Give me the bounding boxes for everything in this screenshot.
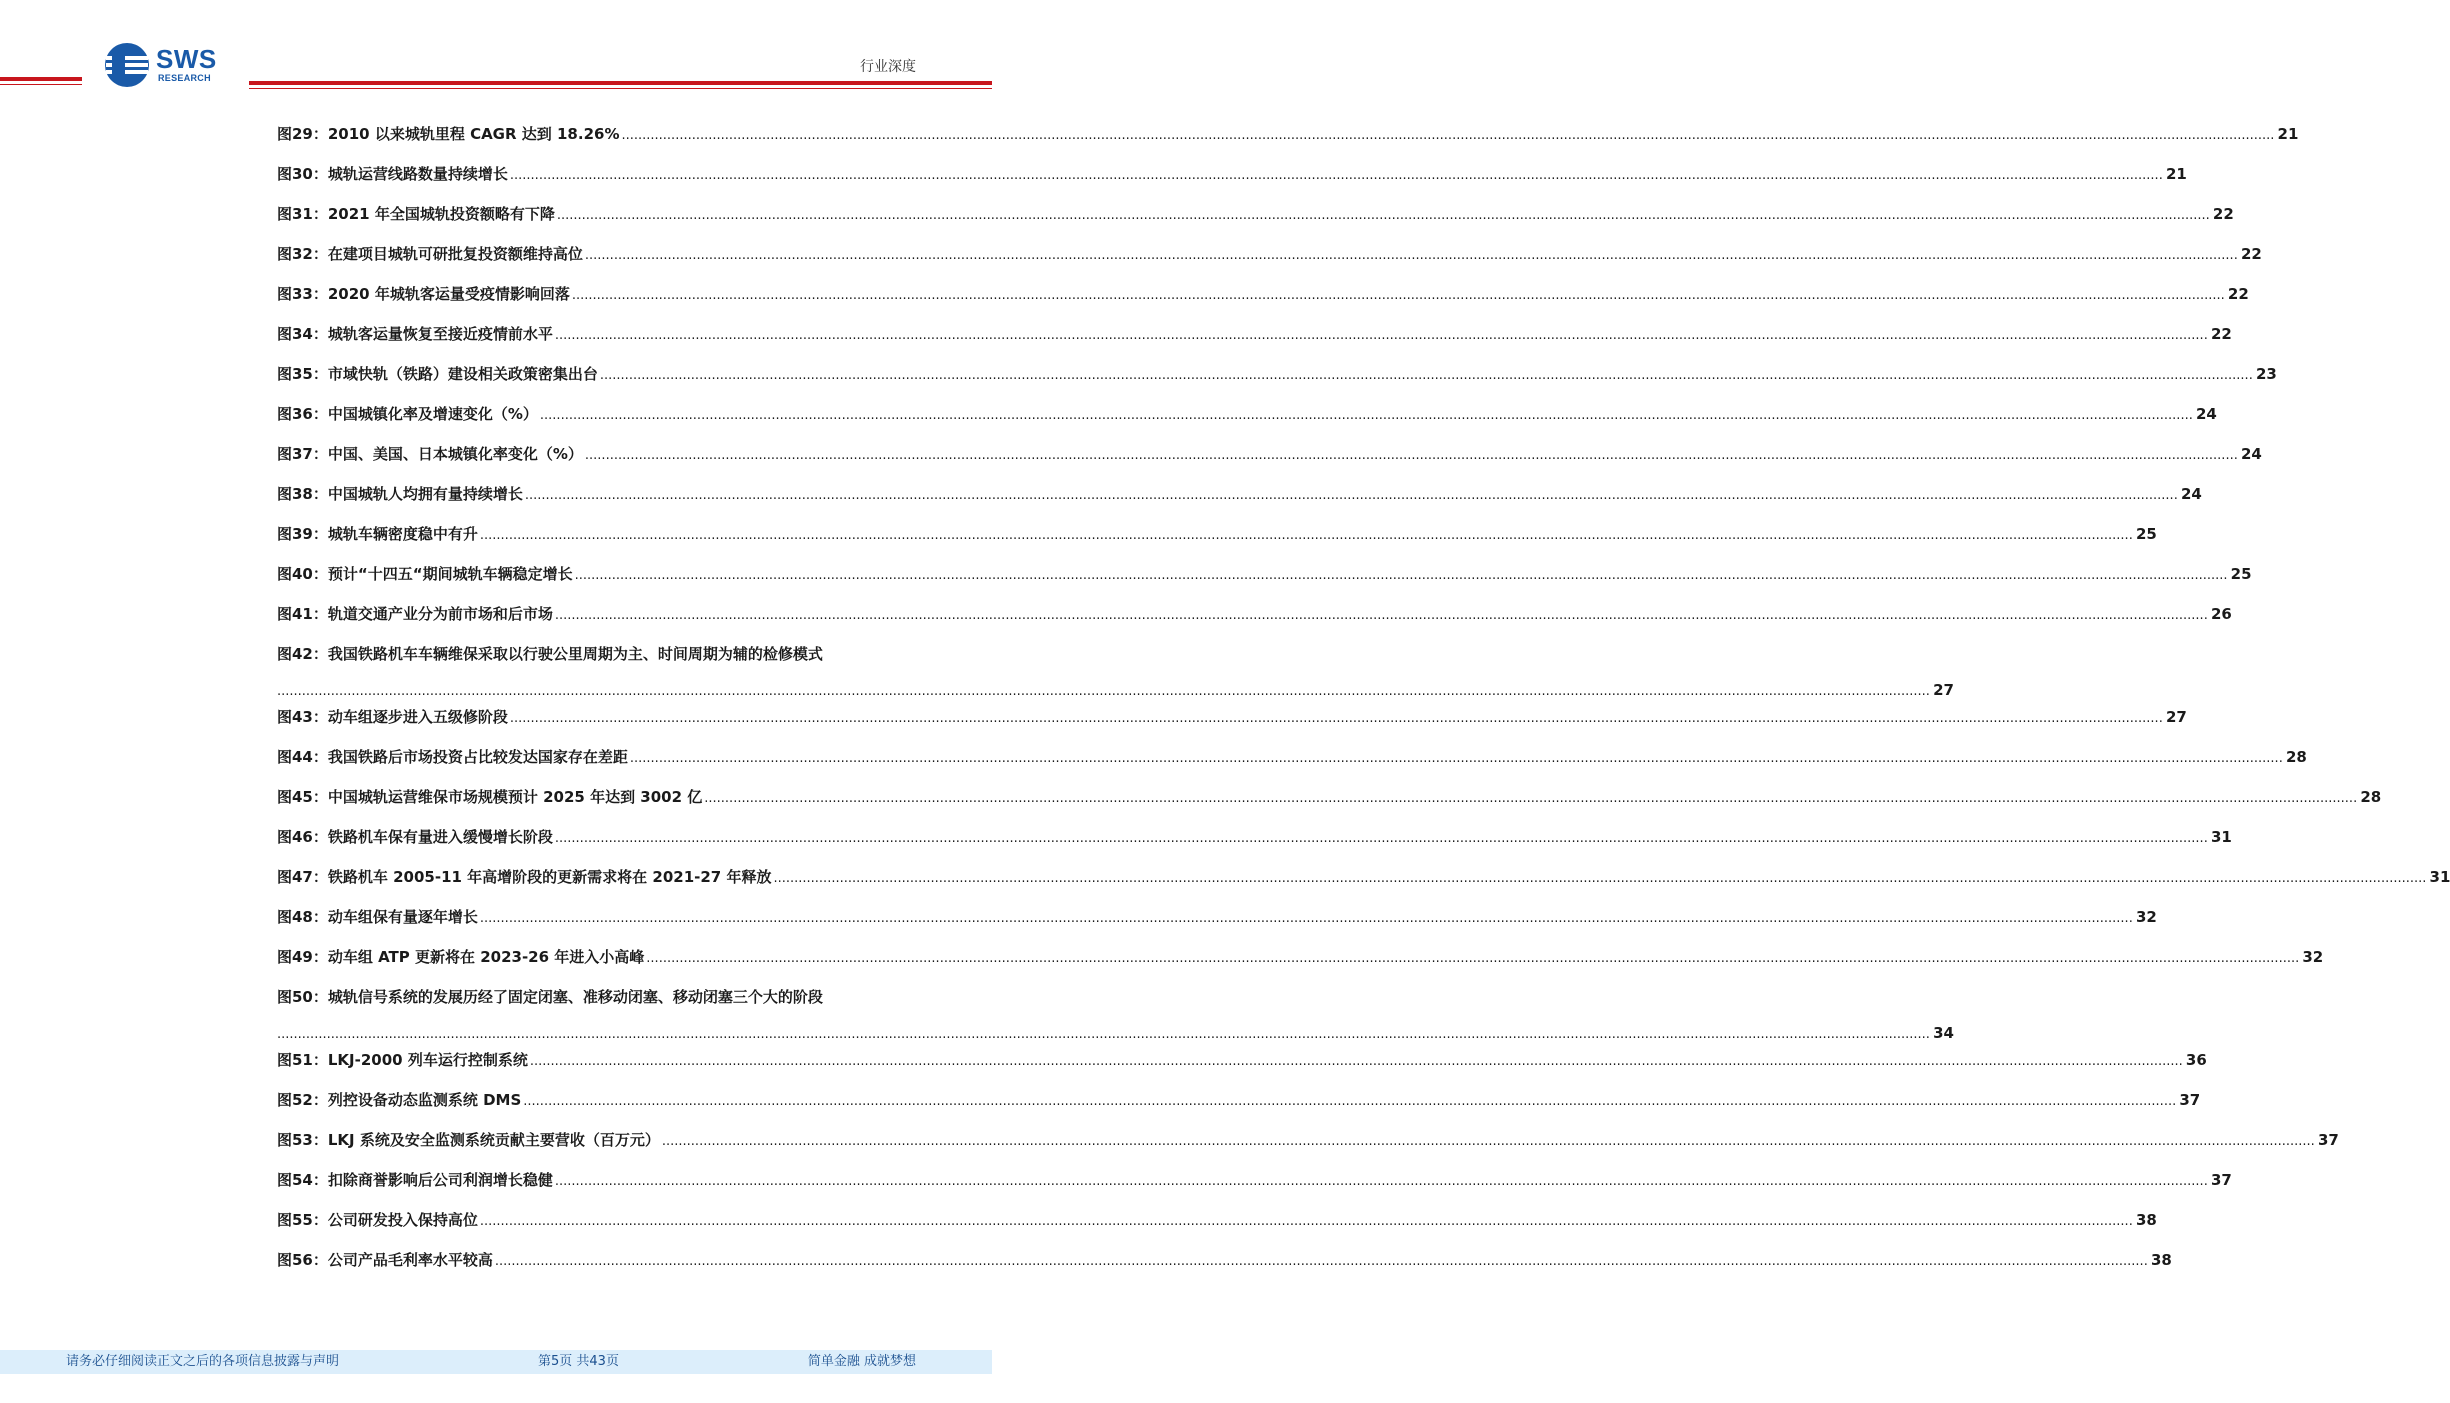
toc-entry-page: 27 [2165,708,2187,726]
toc-leader-dots: ................................................................................................................................................................................................................................................................................................................................................................................................................ [277,684,1930,699]
toc-entry[interactable] [277,747,2307,767]
toc-leader-dots: ................................................................................................................................................................................................................................................................................................................................................................................................................ [523,1094,2177,1109]
sws-logo [104,42,234,88]
toc-entry-page: 24 [2240,445,2262,463]
toc-entry[interactable] [277,1050,2207,1070]
toc-entry[interactable] [277,787,2382,807]
header-rule-left [0,77,82,81]
toc-leader-dots: ................................................................................................................................................................................................................................................................................................................................................................................................................ [584,248,2238,263]
toc-leader-dots: ................................................................................................................................................................................................................................................................................................................................................................................................................ [773,871,2427,886]
toc-entry-label: 图39：城轨车辆密度稳中有升 [277,525,478,543]
toc-entry-label: 图31：2021 年全国城轨投资额略有下降 [277,205,555,223]
toc-leader-dots: ................................................................................................................................................................................................................................................................................................................................................................................................................ [509,168,2163,183]
toc-entry[interactable] [277,644,1954,700]
toc-entry[interactable] [277,1090,2201,1110]
toc-leader-dots: ................................................................................................................................................................................................................................................................................................................................................................................................................ [554,608,2208,623]
toc-leader-dots: ................................................................................................................................................................................................................................................................................................................................................................................................................ [629,751,2283,766]
toc-leader-dots: ................................................................................................................................................................................................................................................................................................................................................................................................................ [554,831,2208,846]
toc-leader-dots: ................................................................................................................................................................................................................................................................................................................................................................................................................ [661,1134,2315,1149]
toc-entry[interactable] [277,1170,2232,1190]
toc-leader-dots: ................................................................................................................................................................................................................................................................................................................................................................................................................ [574,568,2228,583]
toc-entry[interactable] [277,867,2450,887]
toc-leader-dots: ................................................................................................................................................................................................................................................................................................................................................................................................................ [599,368,2253,383]
toc-entry-label: 图54：扣除商誉影响后公司利润增长稳健 [277,1171,553,1189]
toc-entry-page: 31 [2429,868,2450,886]
report-type-tag: 行业深度 [860,59,916,75]
toc-entry-page: 23 [2255,365,2277,383]
toc-entry-label: 图51：LKJ-2000 列车运行控制系统 [277,1051,528,1069]
header-rule-right-thin [249,88,992,89]
logo-text: SWS [156,44,217,74]
toc-entry-label: 图30：城轨运营线路数量持续增长 [277,165,508,183]
toc-entry-page: 24 [2195,405,2217,423]
header-rule-left-thin [0,84,82,85]
toc-leader-dots: ................................................................................................................................................................................................................................................................................................................................................................................................................ [479,528,2133,543]
toc-entry[interactable] [277,524,2157,544]
toc-entry[interactable] [277,604,2232,624]
toc-entry-label: 图41：轨道交通产业分为前市场和后市场 [277,605,553,623]
toc-entry[interactable] [277,484,2202,504]
toc-leader-dots: ................................................................................................................................................................................................................................................................................................................................................................................................................ [554,1174,2208,1189]
toc-entry[interactable] [277,124,2299,144]
toc-entry-page: 37 [2317,1131,2339,1149]
header-rule-right [249,81,992,85]
toc-entry-page: 34 [1933,1024,1954,1042]
toc-entry-page: 21 [2277,125,2299,143]
toc-entry-label: 图29：2010 以来城轨里程 CAGR 达到 18.26% [277,125,620,143]
toc-entry[interactable] [277,164,2187,184]
toc-entry-page: 37 [2179,1091,2201,1109]
toc-entry-label: 图53：LKJ 系统及安全监测系统贡献主要营收（百万元） [277,1131,660,1149]
toc-entry-page: 26 [2210,605,2232,623]
toc-entry-label: 图44：我国铁路后市场投资占比较发达国家存在差距 [277,748,628,766]
toc-entry-label: 图40：预计“十四五“期间城轨车辆稳定增长 [277,565,573,583]
toc-entry[interactable] [277,907,2157,927]
toc-entry-label: 图33：2020 年城轨客运量受疫情影响回落 [277,285,570,303]
toc-entry-page: 28 [2360,788,2382,806]
toc-entry[interactable] [277,827,2232,847]
toc-entry-page: 32 [2302,948,2324,966]
toc-entry-page: 25 [2135,525,2157,543]
toc-entry[interactable] [277,987,1954,1043]
toc-entry-label: 图50：城轨信号系统的发展历经了固定闭塞、准移动闭塞、移动闭塞三个大的阶段 [277,988,823,1006]
toc-entry-page: 22 [2210,325,2232,343]
sws-logo-icon [104,42,150,88]
toc-entry-label: 图46：铁路机车保有量进入缓慢增长阶段 [277,828,553,846]
toc-leader-dots: ................................................................................................................................................................................................................................................................................................................................................................................................................ [621,128,2275,143]
toc-entry[interactable] [277,204,2234,224]
toc-entry-page: 25 [2230,565,2252,583]
toc-entry-page: 36 [2185,1051,2207,1069]
toc-entry-label: 图32：在建项目城轨可研批复投资额维持高位 [277,245,583,263]
toc-entry-label: 图42：我国铁路机车车辆维保采取以行驶公里周期为主、时间周期为辅的检修模式 [277,645,823,663]
toc-leader-dots: ................................................................................................................................................................................................................................................................................................................................................................................................................ [704,791,2358,806]
toc-entry[interactable] [277,444,2262,464]
toc-entry[interactable] [277,1250,2172,1270]
page-header [0,0,992,100]
toc-entry[interactable] [277,1210,2157,1230]
toc-entry-page: 38 [2135,1211,2157,1229]
toc-leader-dots: ................................................................................................................................................................................................................................................................................................................................................................................................................ [539,408,2193,423]
toc-entry[interactable] [277,284,2249,304]
toc-entry[interactable] [277,404,2217,424]
toc-entry[interactable] [277,947,2324,967]
toc-leader-dots: ................................................................................................................................................................................................................................................................................................................................................................................................................ [277,1027,1930,1042]
toc-entry-label: 图49：动车组 ATP 更新将在 2023-26 年进入小高峰 [277,948,645,966]
logo-subtext: RESEARCH [158,73,211,83]
toc-entry-page: 37 [2210,1171,2232,1189]
toc-entry-label: 图34：城轨客运量恢复至接近疫情前水平 [277,325,553,343]
toc-leader-dots: ................................................................................................................................................................................................................................................................................................................................................................................................................ [556,208,2210,223]
toc-leader-dots: ................................................................................................................................................................................................................................................................................................................................................................................................................ [571,288,2225,303]
toc-leader-dots: ................................................................................................................................................................................................................................................................................................................................................................................................................ [554,328,2208,343]
toc-entry[interactable] [277,244,2262,264]
toc-entry-label: 图52：列控设备动态监测系统 DMS [277,1091,522,1109]
toc-entry-page: 27 [1933,681,1954,699]
toc-entry[interactable] [277,364,2277,384]
toc-leader-dots: ................................................................................................................................................................................................................................................................................................................................................................................................................ [509,711,2163,726]
toc-entry-page: 22 [2227,285,2249,303]
toc-entry-label: 图48：动车组保有量逐年增长 [277,908,478,926]
toc-entry-label: 图56：公司产品毛利率水平较高 [277,1251,493,1269]
toc-leader-dots: ................................................................................................................................................................................................................................................................................................................................................................................................................ [479,1214,2133,1229]
toc-leader-dots: ................................................................................................................................................................................................................................................................................................................................................................................................................ [646,951,2300,966]
toc-leader-dots: ................................................................................................................................................................................................................................................................................................................................................................................................................ [479,911,2133,926]
footer-slogan: 简单金融 成就梦想 [807,1354,916,1369]
toc-leader-dots: ................................................................................................................................................................................................................................................................................................................................................................................................................ [584,448,2238,463]
toc-entry-label: 图55：公司研发投入保持高位 [277,1211,478,1229]
toc-entry-label: 图38：中国城轨人均拥有量持续增长 [277,485,523,503]
toc-entry-page: 22 [2212,205,2234,223]
toc-entry-label: 图47：铁路机车 2005-11 年高增阶段的更新需求将在 2021-27 年释放 [277,868,772,886]
toc-entry-label: 图37：中国、美国、日本城镇化率变化（%） [277,445,583,463]
toc-entry-page: 22 [2240,245,2262,263]
toc-leader-dots: ................................................................................................................................................................................................................................................................................................................................................................................................................ [529,1054,2183,1069]
toc-entry-page: 32 [2135,908,2157,926]
toc-entry-page: 21 [2165,165,2187,183]
toc-entry-page: 24 [2180,485,2202,503]
page-footer [0,1350,992,1374]
toc-entry-label: 图43：动车组逐步进入五级修阶段 [277,708,508,726]
toc-entry[interactable] [277,564,2252,584]
toc-entry-page: 28 [2285,748,2307,766]
footer-page-number: 第5页 共43页 [538,1354,619,1369]
toc-entry[interactable] [277,1130,2339,1150]
toc-leader-dots: ................................................................................................................................................................................................................................................................................................................................................................................................................ [494,1254,2148,1269]
footer-disclaimer: 请务必仔细阅读正文之后的各项信息披露与声明 [66,1354,340,1369]
toc-entry-page: 31 [2210,828,2232,846]
toc-entry[interactable] [277,324,2232,344]
toc-entry-page: 38 [2150,1251,2172,1269]
toc-entry-label: 图45：中国城轨运营维保市场规模预计 2025 年达到 3002 亿 [277,788,703,806]
toc-entry-label: 图35：市域快轨（铁路）建设相关政策密集出台 [277,365,598,383]
toc-leader-dots: ................................................................................................................................................................................................................................................................................................................................................................................................................ [524,488,2178,503]
toc-entry-label: 图36：中国城镇化率及增速变化（%） [277,405,538,423]
toc-entry[interactable] [277,707,2187,727]
